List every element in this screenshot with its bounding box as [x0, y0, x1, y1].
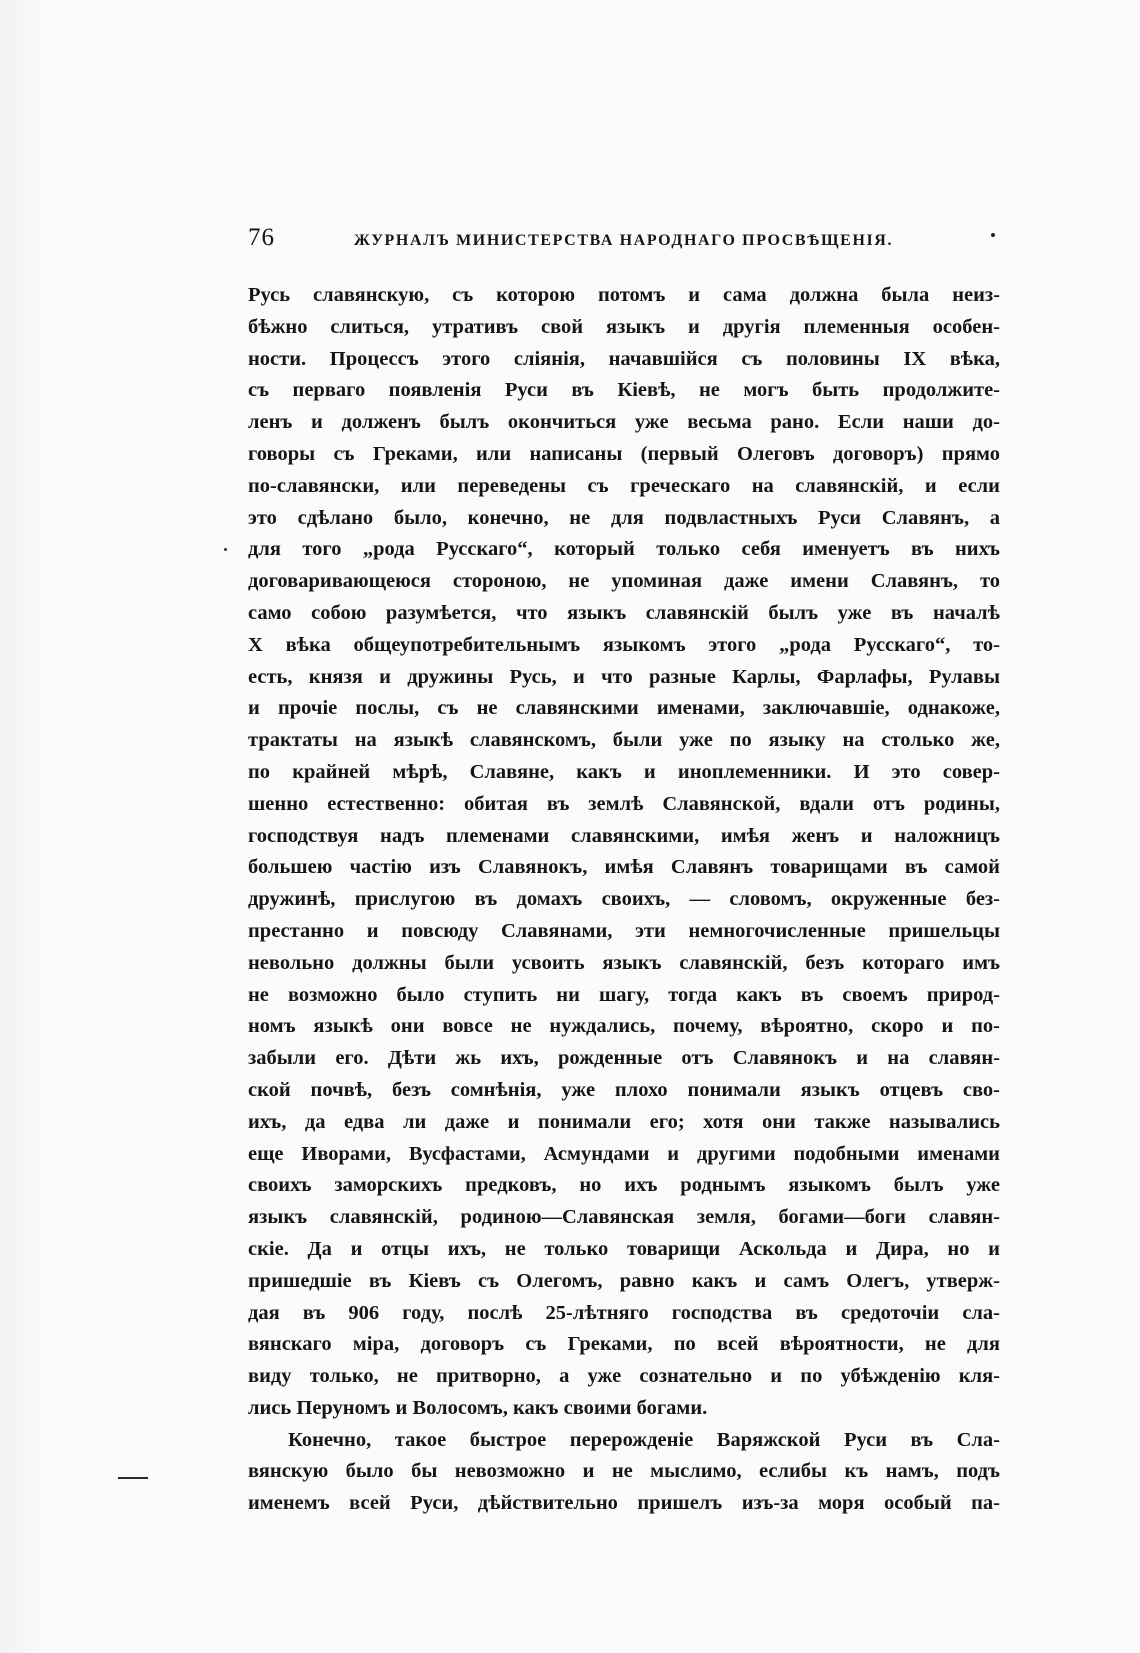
text-line: по-славянски, или переведены съ греческаго на славянскій, и если [248, 474, 1000, 497]
text-line: еще Иворами, Вусфастами, Асмундами и другими подобными именами [248, 1142, 1000, 1165]
text-line: X вѣка общеупотребительнымъ языкомъ этого „рода Русскаго“, то- [248, 633, 1000, 656]
margin-dot-mark [224, 548, 227, 551]
text-line: ленъ и долженъ былъ окончиться уже весьма рано. Если наши до- [248, 411, 1000, 434]
text-line: съ перваго появленія Руси въ Кiевѣ, не могъ быть продолжите- [248, 379, 1000, 402]
text-line: виду только, не притворно, а уже сознательно и по убѣжденію кля- [248, 1365, 1000, 1388]
text-line: пришедшіе въ Кіевъ съ Олегомъ, равно какъ и самъ Олегъ, утверж- [248, 1269, 1000, 1292]
text-line: забыли его. Дѣти жь ихъ, рожденные отъ Славянокъ и на славян- [248, 1047, 1000, 1070]
text-line: вянскую было бы невозможно и не мыслимо, еслибы къ намъ, подъ [248, 1460, 1000, 1483]
text-line: шенно естественно: обитая въ землѣ Славянской, вдали отъ родины, [248, 792, 1000, 815]
text-line: большею частію изъ Славянокъ, имѣя Славянъ товарищами въ самой [248, 856, 1000, 879]
text-line: престанно и повсюду Славянами, эти немногочисленные пришельцы [248, 919, 1000, 942]
text-line: трактаты на языкѣ славянскомъ, были уже по языку на столько же, [248, 729, 1000, 752]
text-line: лись Перуномъ и Волосомъ, какъ своими богами. [248, 1396, 708, 1419]
body-text [248, 280, 1000, 1520]
text-line: ихъ, да едва ли даже и понимали его; хотя они также назывались [248, 1110, 1000, 1133]
text-line: именемъ всей Руси, дѣйствительно пришелъ изъ-за моря особый па- [248, 1492, 1000, 1515]
text-line: дая въ 906 году, послѣ 25-лѣтняго господства въ средоточіи сла- [248, 1301, 1000, 1324]
running-title: ЖУРНАЛЪ МИНИСТЕРСТВА НАРОДНАГО ПРОСВѢЩЕНІЯ. [354, 232, 894, 249]
header-dot-mark [991, 233, 995, 237]
text-line: господствуя надъ племенами славянскими, имѣя женъ и наложницъ [248, 824, 1000, 847]
text-line: номъ языкѣ они вовсе не нуждались, почему, вѣроятно, скоро и по- [248, 1015, 1000, 1038]
paragraph-1 [248, 280, 1000, 1425]
text-line: договаривающеюся стороною, не упоминая даже имени Славянъ, то [248, 570, 1000, 593]
paragraph-2 [248, 1425, 1000, 1520]
text-line: для того „рода Русскаго“, который только себя именуетъ въ нихъ [248, 538, 1000, 561]
text-line: ности. Процессъ этого слiянія, начавшiйся съ половины IX вѣка, [248, 347, 1000, 370]
page-edge-shade [0, 0, 46, 1653]
text-line: по крайней мѣрѣ, Славяне, какъ и иноплеменники. И это совер- [248, 760, 1000, 783]
text-line: не возможно было ступить ни шагу, тогда какъ въ своемъ природ- [248, 983, 1000, 1006]
text-line: Конечно, такое быстрое перерожденіе Варяжской Руси въ Сла- [288, 1428, 1000, 1451]
page-number: 76 [248, 224, 275, 251]
margin-rule-mark [118, 1477, 148, 1479]
text-line: и прочіе послы, съ не славянскими именами, заключавшіе, однакоже, [248, 697, 1000, 720]
text-line: языкъ славянскій, родиною—Славянская земля, богами—боги славян- [248, 1206, 1000, 1229]
text-line: вянскаго міра, договоръ съ Греками, по всей вѣроятности, не для [248, 1333, 1000, 1356]
text-line: невольно должны были усвоить языкъ славянскій, безъ котораго имъ [248, 951, 1000, 974]
text-line: это сдѣлано было, конечно, не для подвластныхъ Руси Славянъ, а [248, 506, 1000, 529]
text-line: своихъ заморскихъ предковъ, но ихъ роднымъ языкомъ былъ уже [248, 1174, 1000, 1197]
text-line: скіе. Да и отцы ихъ, не только товарищи Аскольда и Дира, но и [248, 1237, 1000, 1260]
page-header [248, 224, 1000, 260]
text-line: ской почвѣ, безъ сомнѣнія, уже плохо понимали языкъ отцевъ сво- [248, 1078, 1000, 1101]
text-line: Русь славянскую, съ которою потомъ и сама должна была неиз- [248, 284, 1000, 306]
text-line: говоры съ Греками, или написаны (первый Олеговъ договоръ) прямо [248, 442, 1000, 465]
text-line: дружинѣ, прислугою въ домахъ своихъ, — словомъ, окруженные без- [248, 888, 1000, 911]
text-line: бѣжно слиться, утративъ свой языкъ и другія племенныя особен- [248, 315, 1000, 338]
text-line: само собою разумѣется, что языкъ славянскій былъ уже въ началѣ [248, 601, 1000, 624]
text-line: есть, князя и дружины Русь, и что разные Карлы, Фарлафы, Рулавы [248, 665, 1000, 688]
